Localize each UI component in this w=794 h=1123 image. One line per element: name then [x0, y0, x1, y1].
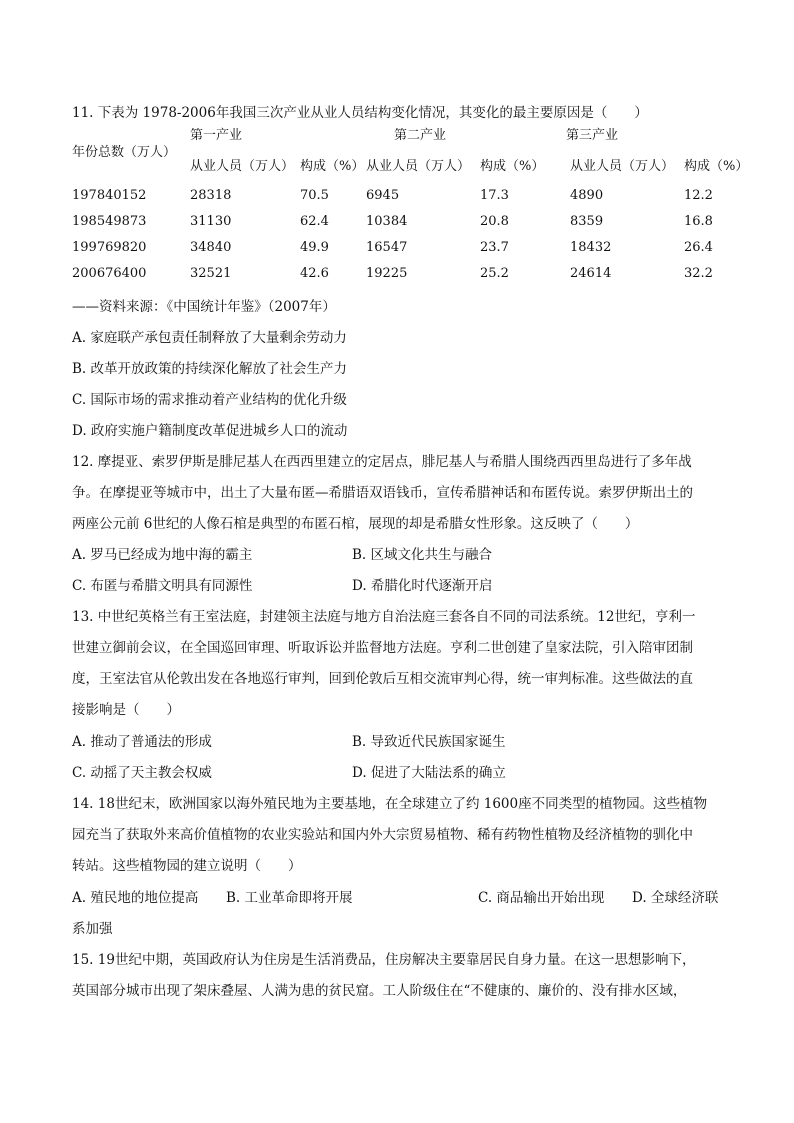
table-sub-header: 构成（%） [684, 159, 749, 174]
table-cell: 26.4 [684, 240, 713, 255]
table-sub-header: 从业人员（万人） [570, 159, 675, 174]
table-group-header-tertiary: 第三产业 [566, 128, 619, 143]
q14-option-d: D. 全球经济联 [632, 890, 719, 906]
table-cell: 34840 [190, 240, 232, 255]
q15-line: 英国部分城市出现了架床叠屋、人满为患的贫民窟。工人阶级住在“不健康的、廉价的、没有排水区域， [72, 983, 687, 999]
q11-option-c: C. 国际市场的需求推动着产业结构的优化升级 [72, 392, 347, 408]
table-cell: 42.6 [300, 266, 329, 281]
table-cell: 10384 [366, 214, 408, 229]
q13-option-a: A. 推动了普通法的形成 [72, 734, 212, 750]
q11-table [72, 127, 752, 287]
table-cell: 197840152 [72, 188, 147, 203]
table-sub-header: 从业人员（万人） [366, 159, 471, 174]
q13-option-b: B. 导致近代民族国家诞生 [352, 734, 506, 750]
table-cell: 25.2 [480, 266, 509, 281]
table-cell: 6945 [366, 188, 400, 203]
q12-option-c: C. 布匿与希腊文明具有同源性 [72, 578, 253, 594]
q13-line: 度，王室法官从伦敦出发在各地巡行审判，回到伦敦后互相交流审判心得，统一审判标准。这些做法的直 [72, 671, 693, 687]
table-cell: 32521 [190, 266, 232, 281]
table-cell: 32.2 [684, 266, 713, 281]
q12-line: 12. 摩提亚、索罗伊斯是腓尼基人在西西里建立的定居点，腓尼基人与希腊人围绕西西里岛进行了多年战 [72, 454, 692, 470]
table-cell: 8359 [570, 214, 604, 229]
table-cell: 12.2 [684, 188, 713, 203]
q14-line: 14. 18世纪末，欧洲国家以海外殖民地为主要基地，在全球建立了约 1600座不同类型的植物园。这些植物 [72, 796, 708, 812]
q13-option-d: D. 促进了大陆法系的确立 [352, 765, 506, 781]
q12-line: 争。在摩提亚等城市中，出土了大量布匿—希腊语双语钱币，宣传希腊神话和布匿传说。索罗伊斯出土的 [72, 485, 693, 501]
table-cell: 16.8 [684, 214, 713, 229]
q13-line: 接影响是（ ） [72, 702, 180, 718]
q12-option-d: D. 希腊化时代逐渐开启 [352, 578, 493, 594]
table-sub-header: 构成（%） [480, 159, 545, 174]
table-cell: 200676400 [72, 266, 147, 281]
table-cell: 16547 [366, 240, 408, 255]
table-sub-header: 构成（%） [300, 159, 365, 174]
q13-option-c: C. 动摇了天主教会权威 [72, 765, 212, 781]
q14-option-b: B. 工业革命即将开展 [226, 890, 353, 906]
table-cell: 70.5 [300, 188, 329, 203]
table-group-header-primary: 第一产业 [190, 128, 243, 143]
q13-line: 13. 中世纪英格兰有王室法庭，封建领主法庭与地方自治法庭三套各自不同的司法系统。12世纪，亨利一 [72, 609, 696, 625]
table-cell: 19225 [366, 266, 408, 281]
table-group-header-secondary: 第二产业 [394, 128, 447, 143]
table-sub-header: 从业人员（万人） [190, 159, 295, 174]
q11-option-a: A. 家庭联产承包责任制释放了大量剩余劳动力 [72, 330, 347, 346]
q11-option-b: B. 改革开放政策的持续深化解放了社会生产力 [72, 361, 348, 377]
q11-stem: 11. 下表为 1978-2006年我国三次产业从业人员结构变化情况，其变化的最主要原因是（ ） [72, 105, 648, 121]
q13-line: 世建立御前会议，在全国巡回审理、听取诉讼并监督地方法庭。亨利二世创建了皇家法院，引入陪审团制 [72, 640, 693, 656]
table-cell: 49.9 [300, 240, 329, 255]
table-cell: 23.7 [480, 240, 509, 255]
q14-line: 园充当了获取外来高价值植物的农业实验站和国内外大宗贸易植物、稀有药物性植物及经济植物的驯化中 [72, 827, 693, 843]
q14-option-c: C. 商品输出开始出现 [478, 890, 605, 906]
q11-option-d: D. 政府实施户籍制度改革促进城乡人口的流动 [72, 423, 348, 439]
q14-line: 转站。这些植物园的建立说明（ ） [72, 858, 302, 874]
table-cell: 20.8 [480, 214, 509, 229]
table-cell: 18432 [570, 240, 612, 255]
table-cell: 17.3 [480, 188, 509, 203]
table-cell: 31130 [190, 214, 232, 229]
table-cell: 199769820 [72, 240, 147, 255]
q12-option-b: B. 区域文化共生与融合 [352, 547, 493, 563]
q12-line: 两座公元前 6世纪的人像石棺是典型的布匿石棺，展现的却是希腊女性形象。这反映了（ ） [72, 516, 639, 532]
q15-line: 15. 19世纪中期，英国政府认为住房是生活消费品，住房解决主要靠居民自身力量。在这一思想影响下， [72, 952, 696, 968]
q11-source: ——资料来源：《中国统计年鉴》（2007年） [72, 299, 336, 315]
q14-option-d-continued: 系加强 [72, 921, 113, 937]
table-cell: 24614 [570, 266, 612, 281]
q12-option-a: A. 罗马已经成为地中海的霸主 [72, 547, 253, 563]
table-cell: 62.4 [300, 214, 329, 229]
table-cell: 198549873 [72, 214, 147, 229]
table-cell: 4890 [570, 188, 604, 203]
table-col0-header: 年份总数（万人） [72, 145, 177, 160]
q14-option-a: A. 殖民地的地位提高 [72, 890, 199, 906]
table-cell: 28318 [190, 188, 232, 203]
